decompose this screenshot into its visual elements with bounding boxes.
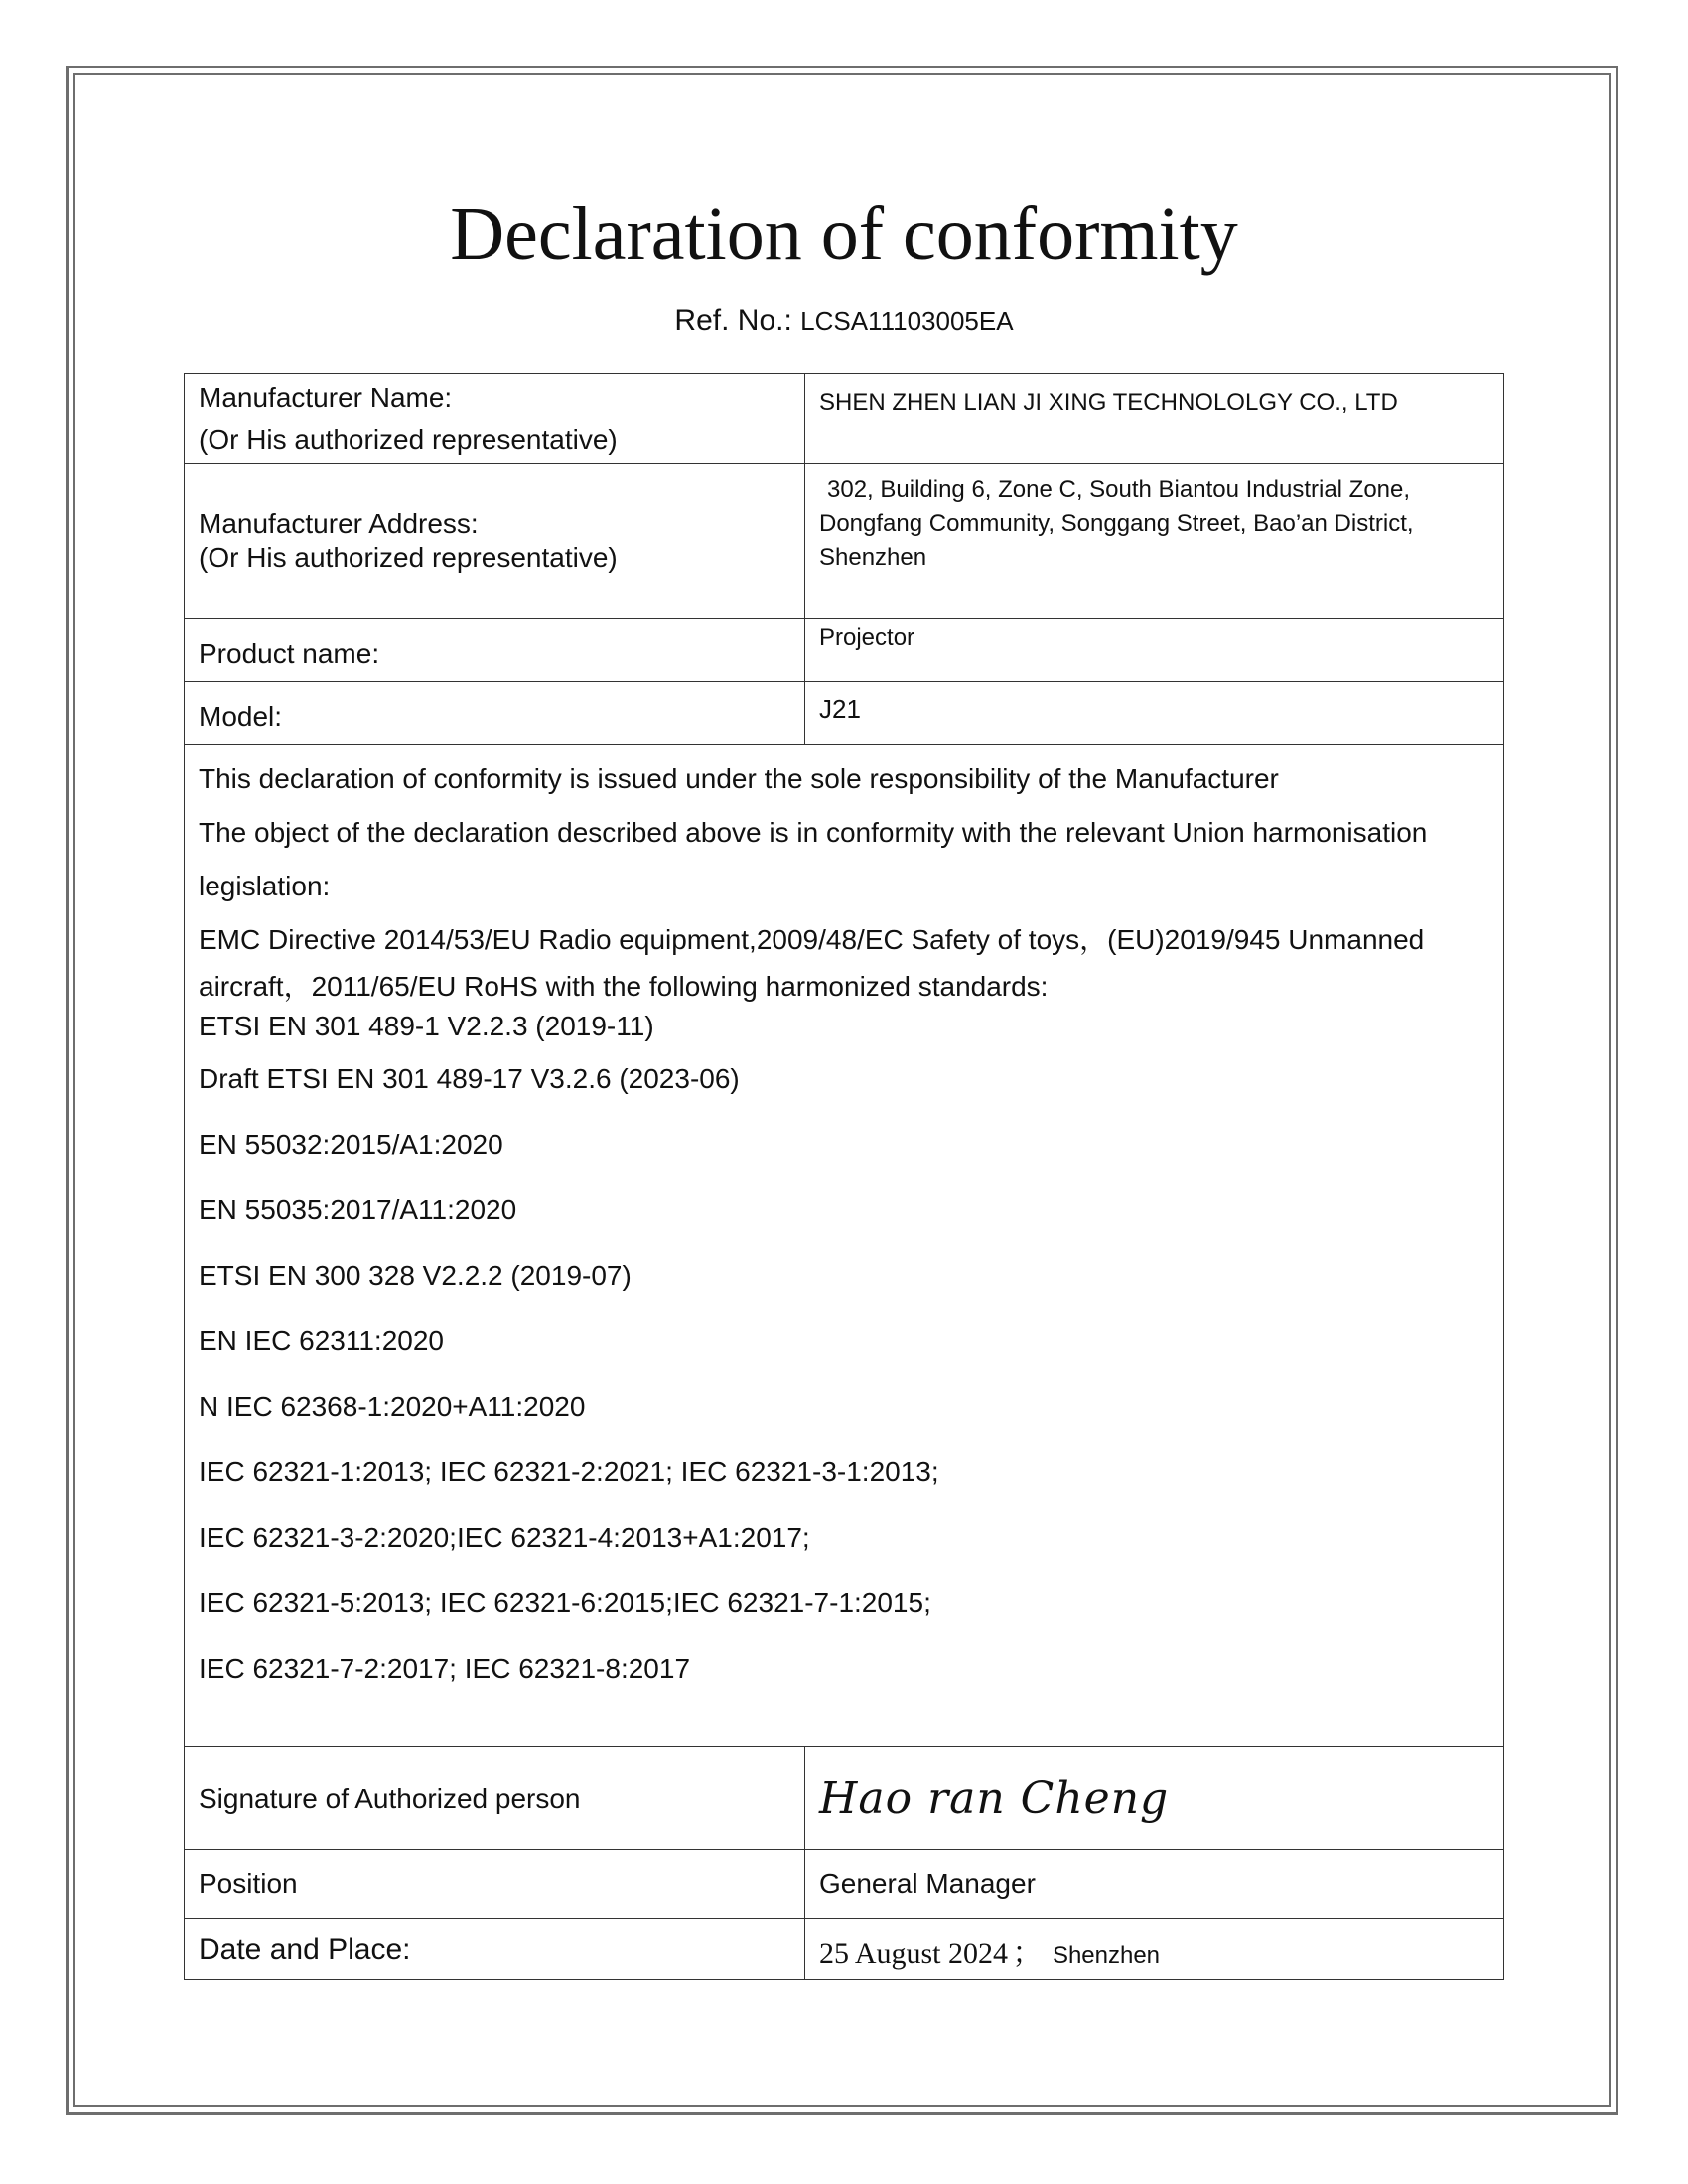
standard-item: N IEC 62368-1:2020+A11:2020 xyxy=(199,1391,586,1422)
date-place-value xyxy=(805,1919,1504,1980)
position-value: General Manager xyxy=(805,1850,1504,1919)
manufacturer-address-label xyxy=(185,464,805,619)
product-name-label: Product name: xyxy=(185,619,805,682)
place-value: Shenzhen xyxy=(1052,1941,1161,1969)
address-line2: Dongfang Community, Songgang Street, Bao’an District, xyxy=(819,510,1414,537)
row-position xyxy=(185,1850,1504,1919)
row-signature xyxy=(185,1747,1504,1850)
row-model xyxy=(185,682,1504,745)
product-name-value: Projector xyxy=(805,619,1504,682)
statement-line3: legislation: xyxy=(199,871,331,901)
statement-line1: This declaration of conformity is issued under the sole responsibility of the Manufacturer xyxy=(199,763,1279,794)
manufacturer-name-label-line1: Manufacturer Name: xyxy=(199,381,453,413)
standard-item: IEC 62321-7-2:2017; IEC 62321-8:2017 xyxy=(199,1653,691,1684)
ref-label: Ref. No.: xyxy=(674,304,792,337)
row-date-place xyxy=(185,1919,1504,1980)
standard-item: Draft ETSI EN 301 489-17 V3.2.6 (2023-06) xyxy=(199,1063,740,1094)
standard-item: EN 55035:2017/A11:2020 xyxy=(199,1194,517,1225)
standard-item: ETSI EN 301 489-1 V2.2.3 (2019-11) xyxy=(199,1011,654,1041)
standard-item: ETSI EN 300 328 V2.2.2 (2019-07) xyxy=(199,1260,632,1291)
declaration-table xyxy=(184,373,1504,1980)
date-separator: ； xyxy=(1012,1936,1043,1970)
manufacturer-name-value: SHEN ZHEN LIAN JI XING TECHNOLOLGY CO., LTD xyxy=(805,374,1504,464)
standard-item: IEC 62321-5:2013; IEC 62321-6:2015;IEC 62321-7-1:2015; xyxy=(199,1587,931,1618)
statement-line5: aircraft，2011/65/EU RoHS with the following harmonized standards: xyxy=(199,971,1049,1002)
date-place-label: Date and Place: xyxy=(185,1919,805,1980)
handwritten-signature: Hao ran Cheng xyxy=(819,1773,1170,1824)
standard-item: IEC 62321-1:2013; IEC 62321-2:2021; IEC 62321-3-1:2013; xyxy=(199,1456,939,1487)
address-line3: Shenzhen xyxy=(819,544,927,571)
standard-item: EN 55032:2015/A1:2020 xyxy=(199,1129,503,1160)
reference-number xyxy=(0,304,1688,338)
row-manufacturer-address xyxy=(185,464,1504,619)
manufacturer-name-label xyxy=(185,374,805,464)
manufacturer-name-label-line2: (Or His authorized representative) xyxy=(199,423,618,455)
document-title: Declaration of conformity xyxy=(450,193,1238,276)
standard-item: EN IEC 62311:2020 xyxy=(199,1325,444,1356)
row-statement xyxy=(185,745,1504,1747)
position-label: Position xyxy=(185,1850,805,1919)
statement-line4: EMC Directive 2014/53/EU Radio equipment,2009/48/EC Safety of toys，(EU)2019/945 Unmanned xyxy=(199,924,1425,955)
standard-item: IEC 62321-3-2:2020;IEC 62321-4:2013+A1:2017; xyxy=(199,1522,810,1553)
signature-value xyxy=(805,1747,1504,1850)
row-product-name xyxy=(185,619,1504,682)
ref-value: LCSA11103005EA xyxy=(800,306,1014,336)
model-label: Model: xyxy=(185,682,805,745)
manufacturer-address-value xyxy=(805,464,1504,619)
statement-cell xyxy=(185,745,1504,1747)
manufacturer-address-label-line1: Manufacturer Address: xyxy=(199,508,479,539)
date-value: 25 August 2024 xyxy=(819,1936,1009,1970)
row-manufacturer-name xyxy=(185,374,1504,464)
signature-label: Signature of Authorized person xyxy=(185,1747,805,1850)
address-line1: 302, Building 6, Zone C, South Biantou Industrial Zone, xyxy=(827,477,1411,503)
model-value: J21 xyxy=(805,682,1504,745)
manufacturer-address-label-line2: (Or His authorized representative) xyxy=(199,542,618,573)
statement-line2: The object of the declaration described above is in conformity with the relevant Union harmonisation xyxy=(199,817,1428,848)
